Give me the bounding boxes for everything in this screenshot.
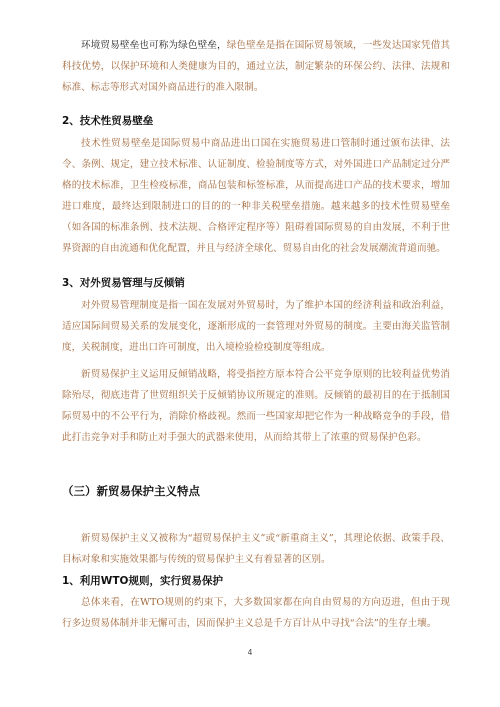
paragraph-trade-management: 对外贸易管理制度是指一国在发展对外贸易时，为了维护本国的经济利益和政治利益，适应国际间贸易关系的发展变化，逐渐形成的一套管理对外贸易的制度。主要由海关监管制度，关税制度，进出口许可制度，出入境检验检疫制度等组成。: [62, 300, 450, 353]
paragraph-green-barrier: [62, 35, 450, 98]
paragraph-technical-barrier: 技术性贸易壁垒是国际贸易中商品进出口国在实施贸易进口管制时通过颁布法律、法令、条例、规定，建立技术标准、认证制度、检验制度等方式，对外国进口产品制定过分严格的技术标准，卫生检疫标准，商品包装和标签标准，从而提高进口产品的技术要求，增加进口难度，最终达到限制进口的目的的一种非关税壁垒措施。越来越多的技术性贸易壁垒（如各国的标准条例、技术法规、合格评定程序等）阻碍着国际贸易的自由发展，不利于世界资源的自由流通和优化配置，并且与经济全球化、贸易自由化的社会发展潮流背道而驰。: [62, 138, 450, 254]
heading-wto-rules: 1、利用WTO规则，实行贸易保护: [62, 575, 223, 587]
paragraph-wto-rules: 总体来看，在WTO规则的约束下，大多数国家都在向自由贸易的方向迈进，但由于现行多边贸易体制并非无懈可击，因而保护主义总是千方百计从中寻找“合法”的生存土壤。: [62, 597, 450, 629]
heading-trade-management: 3、对外贸易管理与反倾销: [62, 277, 185, 289]
paragraph-new-protectionism: 新贸易保护主义又被称为“超贸易保护主义”或“新重商主义”，其理论依据、政策手段、目标对象和实施效果都与传统的贸易保护主义有着显著的区别。: [62, 533, 450, 565]
heading-section-three: （三）新贸易保护主义特点: [62, 484, 200, 498]
paragraph-anti-dumping: 新贸易保护主义运用反倾销战略，将受指控方原本符合公平竞争原则的比较利益优势消除殆尽，彻底违背了世贸组织关于反倾销协议所规定的准则。反倾销的最初目的在于抵制国际贸易中的不公平行为，消除价格歧视。然而一些国家却把它作为一种战略竞争的手段，借此打击竞争对手和防止对手强大的武器来使用，从而给其带上了浓重的贸易保护色彩。: [62, 369, 450, 443]
heading-technical-barrier: 2、技术性贸易壁垒: [62, 115, 154, 127]
paragraph-green-barrier-intro: 环境贸易壁垒也可称为绿色壁垒，: [81, 40, 227, 51]
paragraph-green-barrier-definition: 绿色壁垒是指在国际贸易领域，一些发达国家凭借其科技优势，以保护环境和人类健康为目的，通过立法，制定繁杂的环保公约、法律、法规和标准、标志等形式对国外商品进行的准入限制。: [62, 40, 451, 93]
page-number: 4: [247, 648, 253, 657]
